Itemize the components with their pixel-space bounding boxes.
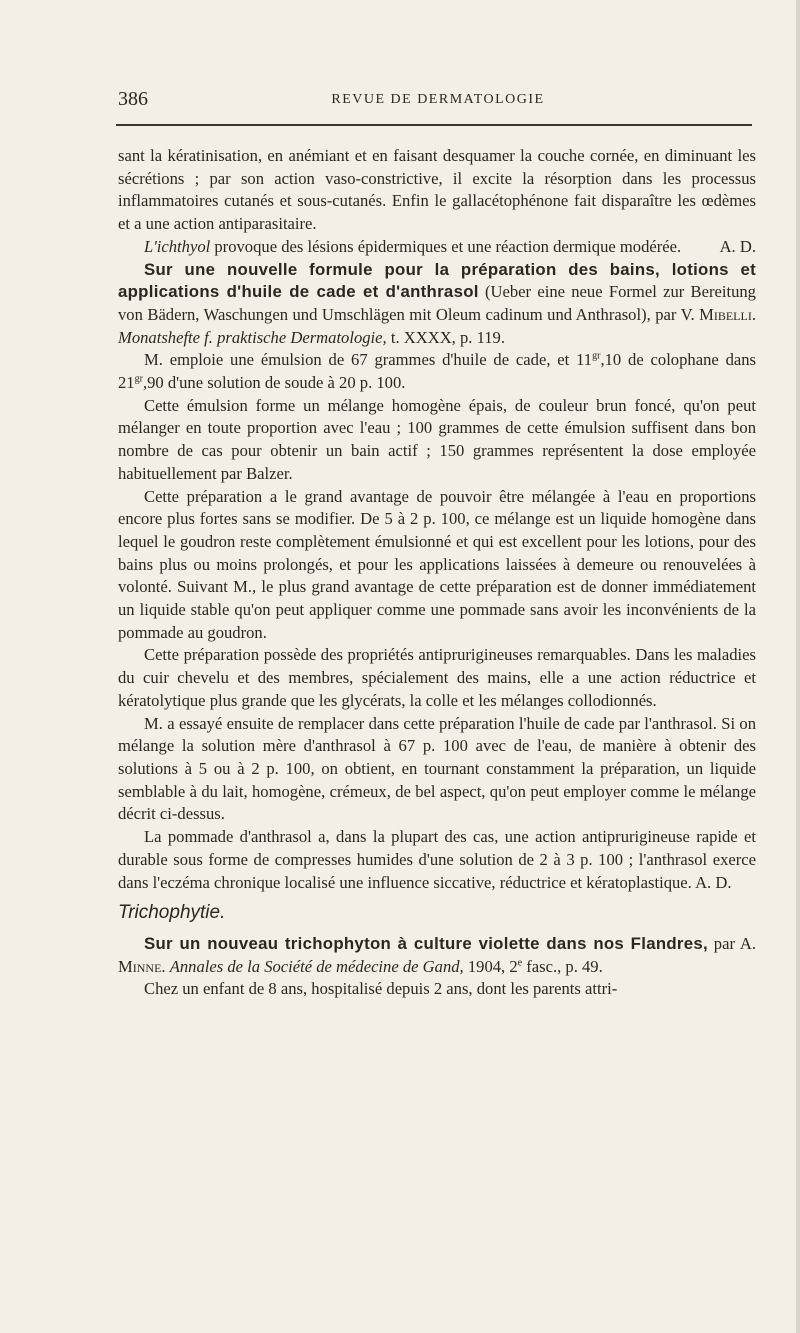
- text-run: par A.: [707, 933, 756, 953]
- article-title: Sur un nouveau trichophyton à culture violette dans nos Flandres,: [144, 933, 708, 953]
- paragraph-text: La pommade d'anthrasol a, dans la plupart des cas, une action antiprurigineuse rapide et durable sous forme de compresses humides d'une solution de 2 à 3 p. 100 ; l'anthrasol exerce dans l'eczéma chronique localisé une influence siccative, réductrice et kératoplastique.: [118, 827, 756, 892]
- paragraph: Cette préparation possède des propriétés antiprurigineuses remarquables. Dans les maladies du cuir chevelu et des membres, spécialement des mains, elle a une action réductrice et kératolytique plus grande que les glycérats, la colle et les mélanges collodionnés.: [118, 645, 756, 710]
- header-rule: [116, 124, 752, 126]
- text-run: ,90 d'une solution de soude à 20 p. 100.: [142, 373, 406, 393]
- body-text: [118, 145, 756, 1001]
- article-title: Sur une nouvelle formule pour la préparation des bains, lotions et applications d'huile de cade et d'anthrasol: [118, 259, 756, 302]
- paragraph: [118, 826, 756, 894]
- original-title: (Ueber eine neue Formel zur Bereitung von Bädern, Waschungen und Umschlägen mit Oleum cadinum und Anthrasol), par V.: [118, 282, 756, 324]
- paragraph-text: provoque des lésions épidermiques et une réaction dermique modérée.: [210, 236, 682, 256]
- author-name: Minne: [118, 956, 162, 976]
- text-run: ,10 de colophane dans 21: [118, 350, 756, 393]
- term-ichthyol: L'ichthyol: [144, 236, 211, 256]
- superscript: e: [517, 957, 523, 969]
- text-run: 1904, 2: [463, 956, 518, 976]
- text-run: M. emploie une émulsion de 67 grammes d'huile de cade, et 11: [144, 350, 593, 370]
- superscript: gr: [592, 350, 601, 362]
- page-edge: [796, 0, 800, 1333]
- article-heading: Sur une nouvelle formule pour la préparation des bains, lotions et applications d'huile de cade et d'anthrasol (Ueber eine neue Formel zur Bereitung von Bädern, Waschungen und Umschlägen mit Oleum cadinum und Anthrasol), par V. Mibelli. Monatshefte f. praktische Dermatologie, t. XXXX, p. 119.: [118, 259, 756, 347]
- journal-name: Monatshefte f. praktische Dermatologie,: [118, 327, 387, 347]
- signature: A. D.: [719, 236, 756, 256]
- paragraph: Cette préparation a le grand avantage de pouvoir être mélangée à l'eau en proportions encore plus fortes sans se modifier. De 5 à 2 p. 100, ce mélange est un liquide homogène dans lequel le goudron reste complètement émulsionné et qui est excellent pour les lotions, pour des bains plus ou moins prolongés, et pour les applications laissées à demeure ou renouvelées à volonté. Suivant M., le plus grand avantage de cette préparation est de donner immédiatement un liquide stable qu'on peut appliquer comme une pommade sans avoir les inconvénients de la pommade au goudron.: [118, 486, 756, 642]
- paragraph: Chez un enfant de 8 ans, hospitalisé depuis 2 ans, dont les parents attri-: [144, 979, 618, 999]
- paragraph: [118, 349, 756, 394]
- journal-name: Annales de la Société de médecine de Gand,: [169, 956, 464, 976]
- paragraph: M. a essayé ensuite de remplacer dans cette préparation l'huile de cade par l'anthrasol. Si on mélange la solution mère d'anthrasol à 67 p. 100 avec de l'eau, de manière à obtenir des solutions à 5 ou à 2 p. 100, on obtient, en tournant constamment la préparation, un liquide semblable à du lait, homogène, crémeux, de bel aspect, qu'on peut employer comme le mélange décrit ci-dessus.: [118, 713, 756, 824]
- paragraph: Cette émulsion forme un mélange homogène épais, de couleur brun foncé, qu'on peut mélanger en toute proportion avec l'eau ; 100 grammes de cette émulsion suffisent dans bon nombre de cas pour obtenir un bain actif ; 150 grammes représentent la dose employée habituellement par Balzer.: [118, 395, 756, 483]
- section-title: Trichophytie.: [118, 902, 226, 924]
- author-name: Mibelli: [699, 304, 752, 324]
- article-heading: Sur un nouveau trichophyton à culture violette dans nos Flandres, par A. Minne. Annales de la Société de médecine de Gand, 1904, 2e fasc., p. 49.: [118, 933, 756, 976]
- page-number: 386: [118, 88, 148, 110]
- signature: A. D.: [695, 872, 732, 892]
- text-run: fasc., p. 49.: [522, 956, 603, 976]
- running-header: [118, 88, 758, 118]
- superscript: gr: [134, 373, 143, 385]
- paragraph-ichthyol: [118, 236, 756, 259]
- paragraph: sant la kératinisation, en anémiant et en faisant desquamer la couche cornée, en diminuant les sécrétions ; par son action vaso-constrictive, il excite la résorption dans les processus inflammatoires cutanés et sous-cutanés. Enfin le gallacétophénone fait disparaître les œdèmes et a une action antiparasitaire.: [118, 146, 756, 234]
- volume-ref: t. XXXX, p. 119.: [386, 327, 505, 347]
- running-title: REVUE DE DERMATOLOGIE: [331, 92, 545, 107]
